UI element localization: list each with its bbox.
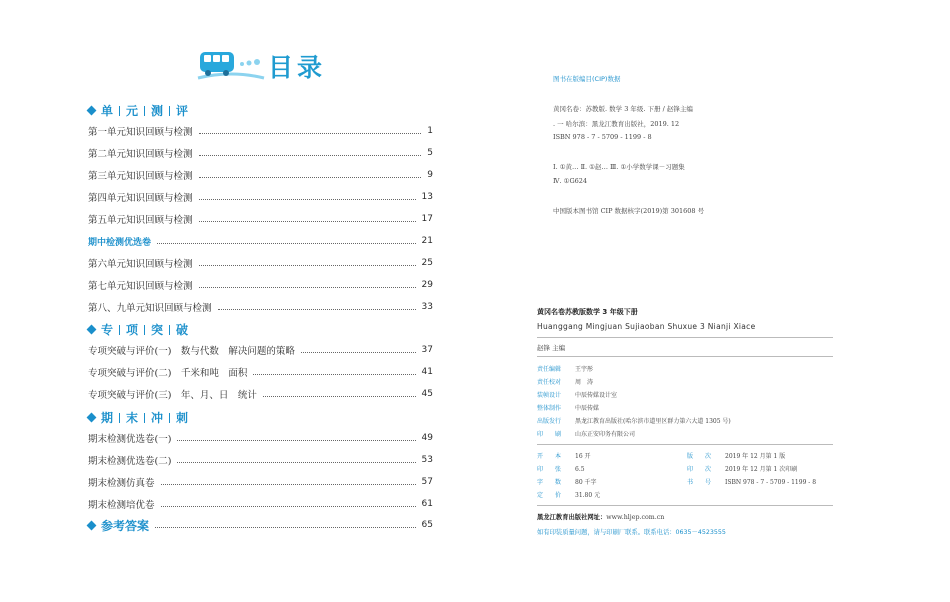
cip-line: 中国版本图书馆 CIP 数据核字(2019)第 301608 号 [553,207,705,215]
section-heading: 专 项 突 破 [88,321,188,338]
credit-row: 责任校对 周 涛 [537,379,594,386]
spec-row: 字 数 80 千字 书 号 ISBN 978 - 7 - 5709 - 1199 - 8 [537,479,817,486]
quality-notice: 如有印装质量问题，请与印刷厂联系。联系电话：0635－4523555 [537,529,726,536]
copyright-page [515,60,815,560]
cip-line: Ⅰ. ①黄… Ⅱ. ①赵… Ⅲ. ①小学数学课－习题集 [553,163,685,171]
toc-entry[interactable]: 第五单元知识回顾与检测 17 [88,214,433,226]
divider [537,444,833,445]
credit-row: 出版发行 黑龙江教育出版社(哈尔滨市道里区群力第六大道 1305 号) [537,418,731,425]
toc-entry[interactable]: 期末检测培优卷 61 [88,499,433,511]
toc-entry[interactable]: 专项突破与评价(一) 数与代数 解决问题的策略 37 [88,345,433,357]
toc-entry[interactable]: 期末检测优选卷(二) 53 [88,455,433,467]
bus-icon [196,44,266,84]
cip-line: . 一 哈尔滨：黑龙江教育出版社，2019. 12 [553,120,680,128]
diamond-icon [87,413,97,423]
toc-entry[interactable]: 第四单元知识回顾与检测 13 [88,192,433,204]
toc-entry[interactable]: 期末检测仿真卷 57 [88,477,433,489]
section-heading: 单 元 测 评 [88,102,188,119]
spec-row: 开 本 16 开 版 次 2019 年 12 月第 1 版 [537,453,786,460]
spec-row: 定 价 31.80 元 [537,492,601,499]
toc-entry[interactable]: 第三单元知识回顾与检测 9 [88,170,433,182]
divider [537,505,833,506]
cip-line: 黄冈名卷：苏教版. 数学 3 年级. 下册 / 赵锋主编 [553,105,693,113]
section-heading: 期 末 冲 刺 [88,409,188,426]
toc-entry[interactable]: 第七单元知识回顾与检测 29 [88,280,433,292]
credit-row: 整体制作 中辰传媒 [537,405,600,412]
credit-row: 装帧设计 中辰传媒设计室 [537,392,618,399]
toc-header [196,44,406,84]
credit-row: 印 刷 山东正安印务有限公司 [537,431,636,438]
diamond-icon [87,520,97,530]
book-pinyin: Huanggang Mingjuan Sujiaoban Shuxue 3 Nianji Xiace [537,322,756,331]
diamond-icon [87,106,97,116]
toc-entry-midterm[interactable]: 期中检测优选卷 21 [88,236,433,248]
cip-line: ISBN 978 - 7 - 5709 - 1199 - 8 [553,133,652,141]
spec-row: 印 张 6.5 印 次 2019 年 12 月第 1 次印刷 [537,466,798,473]
toc-entry[interactable]: 第八、九单元知识回顾与检测 33 [88,302,433,314]
toc-entry[interactable]: 第六单元知识回顾与检测 25 [88,258,433,270]
book-title: 黄冈名卷苏教版数学 3 年级下册 [537,308,638,316]
toc-page [78,40,438,560]
cip-line: Ⅳ. ①G624 [553,177,588,185]
credit-row: 责任编辑 王宇彤 [537,366,594,373]
page-title: 目录 [268,53,327,82]
divider [537,356,833,357]
toc-entry[interactable]: 第二单元知识回顾与检测 5 [88,148,433,160]
author: 赵锋 主编 [537,344,566,352]
publisher-website[interactable]: 黑龙江教育出版社网址：www.hljep.com.cn [537,514,665,521]
diamond-icon [87,325,97,335]
toc-entry[interactable]: 期末检测优选卷(一) 49 [88,433,433,445]
toc-entry[interactable]: 专项突破与评价(三) 年、月、日 统计 45 [88,389,433,401]
toc-entry[interactable]: 第一单元知识回顾与检测 1 [88,126,433,138]
toc-entry[interactable]: 专项突破与评价(二) 千米和吨 面积 41 [88,367,433,379]
divider [537,337,833,338]
toc-entry-answers[interactable]: 参考答案 65 [88,517,433,533]
cip-title: 图书在版编目(CIP)数据 [553,75,621,83]
